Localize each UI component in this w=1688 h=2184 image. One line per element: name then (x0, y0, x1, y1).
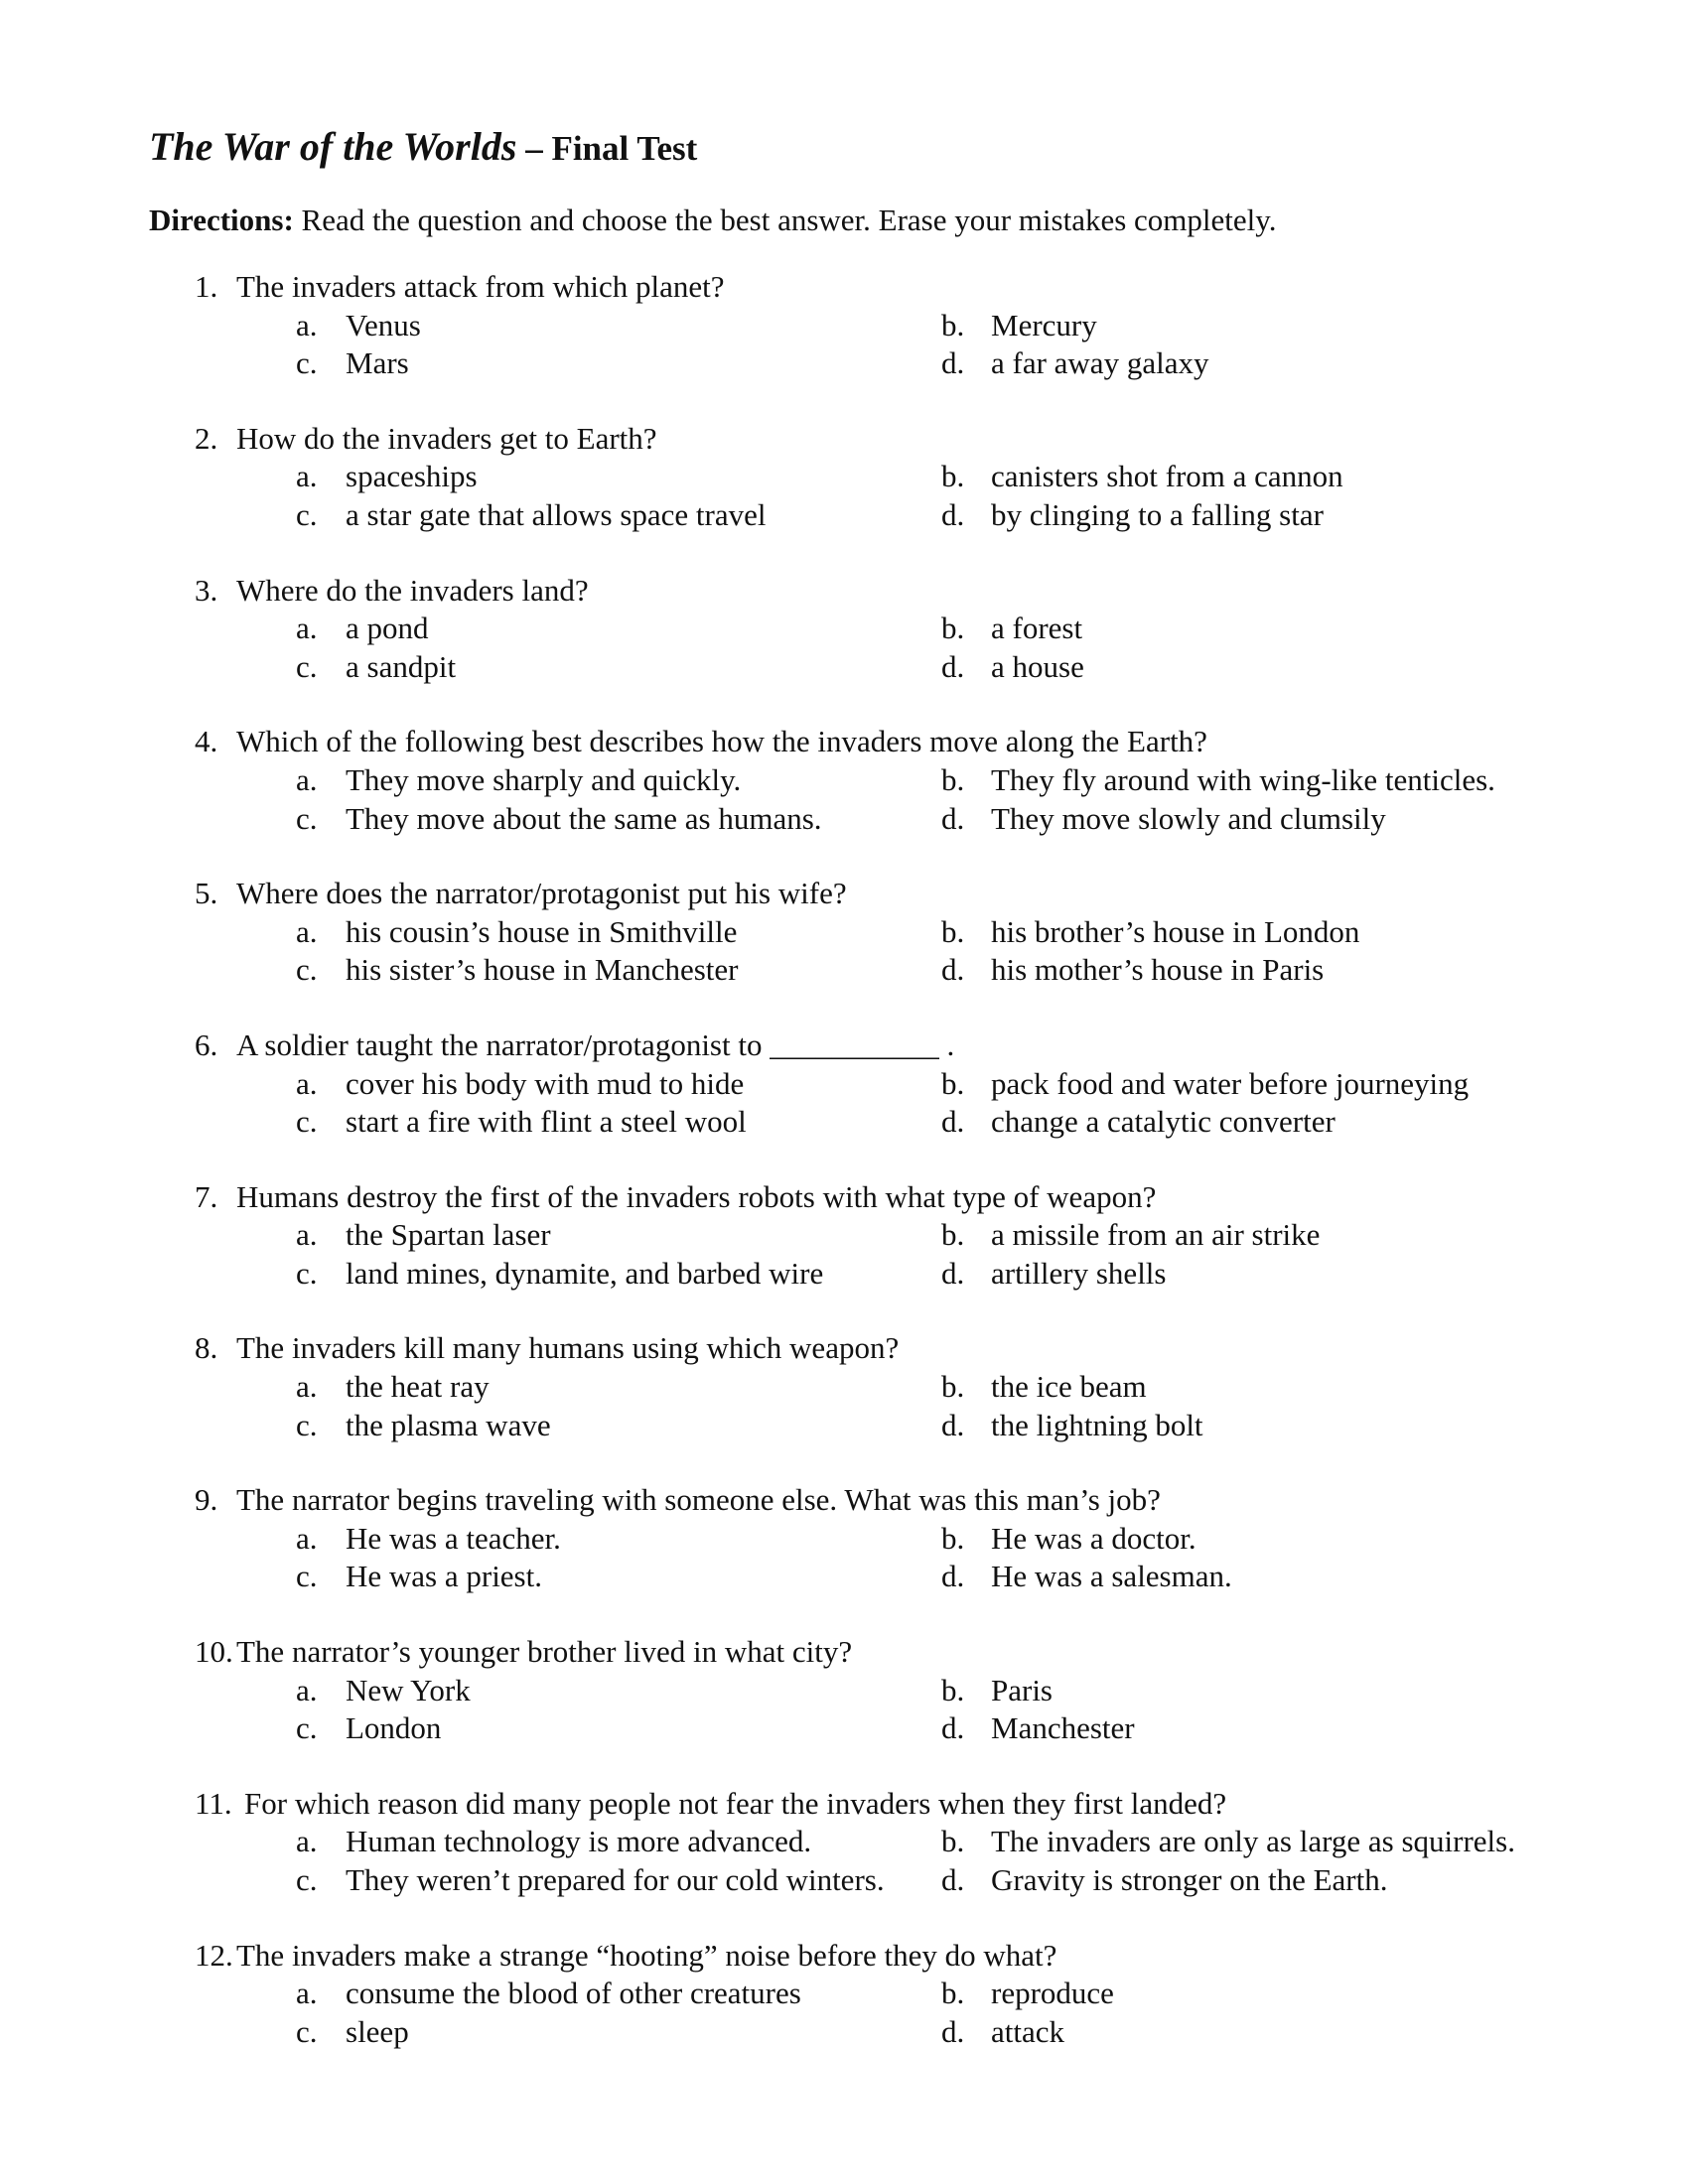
question-text: The narrator begins traveling with someone else. What was this man’s job? (236, 1482, 1161, 1518)
option-letter: d. (941, 648, 965, 684)
option-letter: b. (941, 1217, 965, 1253)
option-letter: d. (941, 800, 965, 836)
option-text: He was a doctor. (991, 1520, 1196, 1556)
option-text: London (346, 1710, 442, 1746)
answer-option (941, 1975, 1537, 2013)
question-number: 6. (195, 1026, 218, 1062)
question-stem (149, 572, 1559, 611)
answer-option (296, 496, 941, 535)
answer-options (149, 761, 1559, 838)
option-text: He was a salesman. (991, 1559, 1232, 1594)
answer-option (296, 2013, 941, 2052)
question-stem (149, 1329, 1559, 1368)
answer-options (149, 1823, 1559, 1899)
question-number: 2. (195, 420, 218, 456)
option-text: They move about the same as humans. (346, 800, 822, 836)
answer-options (149, 610, 1559, 686)
question-stem (149, 1026, 1559, 1065)
answer-options (149, 458, 1559, 534)
option-text: land mines, dynamite, and barbed wire (346, 1255, 824, 1291)
option-letter: c. (296, 1255, 318, 1291)
option-text: his mother’s house in Paris (991, 952, 1325, 988)
answer-options (149, 1065, 1559, 1142)
answer-option (941, 1368, 1537, 1407)
answer-option (296, 1709, 941, 1748)
answer-option (941, 1407, 1537, 1445)
option-text: attack (991, 2013, 1065, 2049)
question-number: 10. (195, 1634, 233, 1670)
option-text: They weren’t prepared for our cold winters. (346, 1862, 885, 1897)
question-10 (149, 1633, 1559, 1748)
page-title (149, 119, 1559, 175)
option-text: change a catalytic converter (991, 1104, 1336, 1140)
question-list (149, 268, 1559, 2051)
answer-option (296, 1823, 941, 1861)
book-title: The War of the Worlds (149, 124, 517, 169)
option-text: the heat ray (346, 1369, 490, 1405)
question-stem (149, 420, 1559, 459)
question-number: 7. (195, 1178, 218, 1214)
option-letter: b. (941, 1824, 965, 1859)
question-3 (149, 572, 1559, 687)
answer-option (941, 458, 1537, 496)
option-letter: d. (941, 1255, 965, 1291)
option-text: pack food and water before journeying (991, 1065, 1470, 1101)
option-letter: a. (296, 1976, 318, 2011)
option-text: Mars (346, 345, 409, 381)
question-stem (149, 1785, 1559, 1824)
answer-option (941, 1255, 1537, 1294)
question-number: 4. (195, 724, 218, 759)
option-letter: c. (296, 2013, 318, 2049)
option-text: a house (991, 648, 1084, 684)
question-text: The invaders kill many humans using which weapon? (236, 1330, 900, 1366)
option-text: He was a priest. (346, 1559, 542, 1594)
option-text: the ice beam (991, 1369, 1147, 1405)
answer-option (941, 2013, 1537, 2052)
option-letter: b. (941, 611, 965, 646)
option-text: artillery shells (991, 1255, 1167, 1291)
answer-option (296, 1103, 941, 1142)
question-7 (149, 1178, 1559, 1294)
option-letter: b. (941, 1976, 965, 2011)
option-letter: d. (941, 345, 965, 381)
question-text: Where does the narrator/protagonist put his wife? (236, 876, 847, 911)
option-text: start a fire with flint a steel wool (346, 1104, 747, 1140)
answer-option (941, 344, 1537, 383)
answer-option (296, 1065, 941, 1104)
option-text: a star gate that allows space travel (346, 496, 767, 532)
option-text: canisters shot from a cannon (991, 459, 1343, 494)
question-1 (149, 268, 1559, 383)
answer-options (149, 1368, 1559, 1444)
option-text: Human technology is more advanced. (346, 1824, 812, 1859)
option-text: cover his body with mud to hide (346, 1065, 745, 1101)
option-letter: d. (941, 2013, 965, 2049)
option-letter: c. (296, 1407, 318, 1442)
answer-option (296, 1407, 941, 1445)
option-letter: d. (941, 1104, 965, 1140)
answer-option (941, 951, 1537, 990)
answer-option (296, 761, 941, 800)
answer-option (296, 1975, 941, 2013)
answer-option (296, 800, 941, 839)
answer-option (941, 1558, 1537, 1596)
option-letter: b. (941, 1520, 965, 1556)
option-text: by clinging to a falling star (991, 496, 1324, 532)
answer-option (941, 1216, 1537, 1255)
question-12 (149, 1937, 1559, 2052)
option-letter: c. (296, 952, 318, 988)
option-letter: d. (941, 1407, 965, 1442)
answer-option (296, 951, 941, 990)
test-title: – Final Test (516, 129, 698, 168)
question-text: The invaders attack from which planet? (236, 269, 725, 304)
option-letter: b. (941, 913, 965, 949)
question-6 (149, 1026, 1559, 1142)
answer-option (941, 307, 1537, 345)
option-letter: b. (941, 307, 965, 342)
option-letter: b. (941, 1065, 965, 1101)
option-letter: a. (296, 1824, 318, 1859)
answer-option (296, 648, 941, 687)
question-number: 8. (195, 1330, 218, 1366)
option-letter: c. (296, 800, 318, 836)
answer-option (941, 1672, 1537, 1710)
option-letter: c. (296, 648, 318, 684)
option-text: sleep (346, 2013, 409, 2049)
question-number: 11. (195, 1785, 232, 1821)
option-letter: d. (941, 1710, 965, 1746)
option-letter: a. (296, 913, 318, 949)
answer-option (296, 458, 941, 496)
option-letter: c. (296, 345, 318, 381)
option-letter: a. (296, 459, 318, 494)
option-text: He was a teacher. (346, 1520, 561, 1556)
question-number: 3. (195, 572, 218, 608)
answer-option (296, 344, 941, 383)
question-stem (149, 1481, 1559, 1520)
answer-option (941, 800, 1537, 839)
option-text: New York (346, 1672, 471, 1707)
question-text: The narrator’s younger brother lived in what city? (236, 1634, 853, 1670)
option-letter: d. (941, 496, 965, 532)
option-text: Gravity is stronger on the Earth. (991, 1862, 1388, 1897)
directions (149, 201, 1559, 240)
option-letter: b. (941, 1672, 965, 1707)
directions-text: Read the question and choose the best answer. Erase your mistakes completely. (293, 203, 1277, 237)
answer-option (296, 1520, 941, 1559)
directions-label: Directions: (149, 203, 294, 237)
option-letter: d. (941, 1559, 965, 1594)
question-text: For which reason did many people not fear the invaders when they first landed? (244, 1785, 1227, 1821)
option-letter: a. (296, 307, 318, 342)
answer-option (296, 1558, 941, 1596)
option-text: his sister’s house in Manchester (346, 952, 739, 988)
option-letter: a. (296, 1065, 318, 1101)
option-text: a sandpit (346, 648, 457, 684)
question-5 (149, 875, 1559, 990)
option-letter: c. (296, 1559, 318, 1594)
option-letter: a. (296, 611, 318, 646)
answer-option (941, 1709, 1537, 1748)
answer-option (296, 1861, 941, 1900)
option-letter: b. (941, 1369, 965, 1405)
question-number: 9. (195, 1482, 218, 1518)
answer-option (296, 610, 941, 648)
option-letter: c. (296, 1710, 318, 1746)
answer-option (941, 1861, 1537, 1900)
question-text: Which of the following best describes how the invaders move along the Earth? (236, 724, 1207, 759)
answer-option (296, 1216, 941, 1255)
option-letter: b. (941, 761, 965, 797)
answer-option (941, 1065, 1537, 1104)
option-letter: c. (296, 1862, 318, 1897)
option-letter: a. (296, 1217, 318, 1253)
question-number: 5. (195, 876, 218, 911)
answer-options (149, 1216, 1559, 1293)
answer-option (296, 1255, 941, 1294)
question-11 (149, 1785, 1559, 1900)
question-9 (149, 1481, 1559, 1596)
answer-option (941, 1103, 1537, 1142)
question-stem (149, 723, 1559, 761)
option-text: a forest (991, 611, 1083, 646)
question-stem (149, 268, 1559, 307)
option-text: Paris (991, 1672, 1053, 1707)
option-text: his brother’s house in London (991, 913, 1360, 949)
answer-option (941, 761, 1537, 800)
option-letter: a. (296, 1672, 318, 1707)
question-text: The invaders make a strange “hooting” noise before they do what? (236, 1937, 1057, 1973)
option-text: the plasma wave (346, 1407, 551, 1442)
question-4 (149, 723, 1559, 838)
option-text: the Spartan laser (346, 1217, 551, 1253)
option-text: a pond (346, 611, 429, 646)
answer-option (296, 307, 941, 345)
answer-option (296, 1672, 941, 1710)
question-text: How do the invaders get to Earth? (236, 420, 657, 456)
question-stem (149, 875, 1559, 913)
question-stem (149, 1937, 1559, 1976)
option-letter: b. (941, 459, 965, 494)
question-text: A soldier taught the narrator/protagonist to ___________ . (236, 1026, 955, 1062)
question-text: Humans destroy the first of the invaders robots with what type of weapon? (236, 1178, 1157, 1214)
option-letter: a. (296, 1369, 318, 1405)
option-text: They move sharply and quickly. (346, 761, 742, 797)
option-text: Mercury (991, 307, 1097, 342)
option-text: spaceships (346, 459, 478, 494)
option-text: Venus (346, 307, 421, 342)
option-text: reproduce (991, 1976, 1114, 2011)
question-number: 12. (195, 1937, 233, 1973)
option-text: consume the blood of other creatures (346, 1976, 801, 2011)
option-letter: c. (296, 496, 318, 532)
option-text: They fly around with wing-like tenticles. (991, 761, 1495, 797)
option-text: The invaders are only as large as squirrels. (991, 1824, 1515, 1859)
answer-option (941, 1823, 1537, 1861)
question-8 (149, 1329, 1559, 1444)
question-stem (149, 1178, 1559, 1217)
answer-option (296, 1368, 941, 1407)
question-2 (149, 420, 1559, 535)
question-text: Where do the invaders land? (236, 572, 589, 608)
option-letter: d. (941, 1862, 965, 1897)
answer-option (296, 913, 941, 952)
option-letter: a. (296, 761, 318, 797)
option-text: his cousin’s house in Smithville (346, 913, 738, 949)
answer-option (941, 1520, 1537, 1559)
option-text: Manchester (991, 1710, 1135, 1746)
answer-options (149, 1520, 1559, 1596)
option-text: the lightning bolt (991, 1407, 1203, 1442)
option-text: They move slowly and clumsily (991, 800, 1386, 836)
answer-option (941, 648, 1537, 687)
answer-options (149, 307, 1559, 383)
test-page (149, 119, 1559, 2088)
answer-options (149, 1672, 1559, 1748)
answer-option (941, 496, 1537, 535)
answer-option (941, 913, 1537, 952)
answer-options (149, 913, 1559, 990)
option-text: a missile from an air strike (991, 1217, 1321, 1253)
answer-options (149, 1975, 1559, 2051)
option-letter: a. (296, 1520, 318, 1556)
question-number: 1. (195, 269, 218, 304)
question-stem (149, 1633, 1559, 1672)
option-text: a far away galaxy (991, 345, 1209, 381)
answer-option (941, 610, 1537, 648)
option-letter: d. (941, 952, 965, 988)
option-letter: c. (296, 1104, 318, 1140)
